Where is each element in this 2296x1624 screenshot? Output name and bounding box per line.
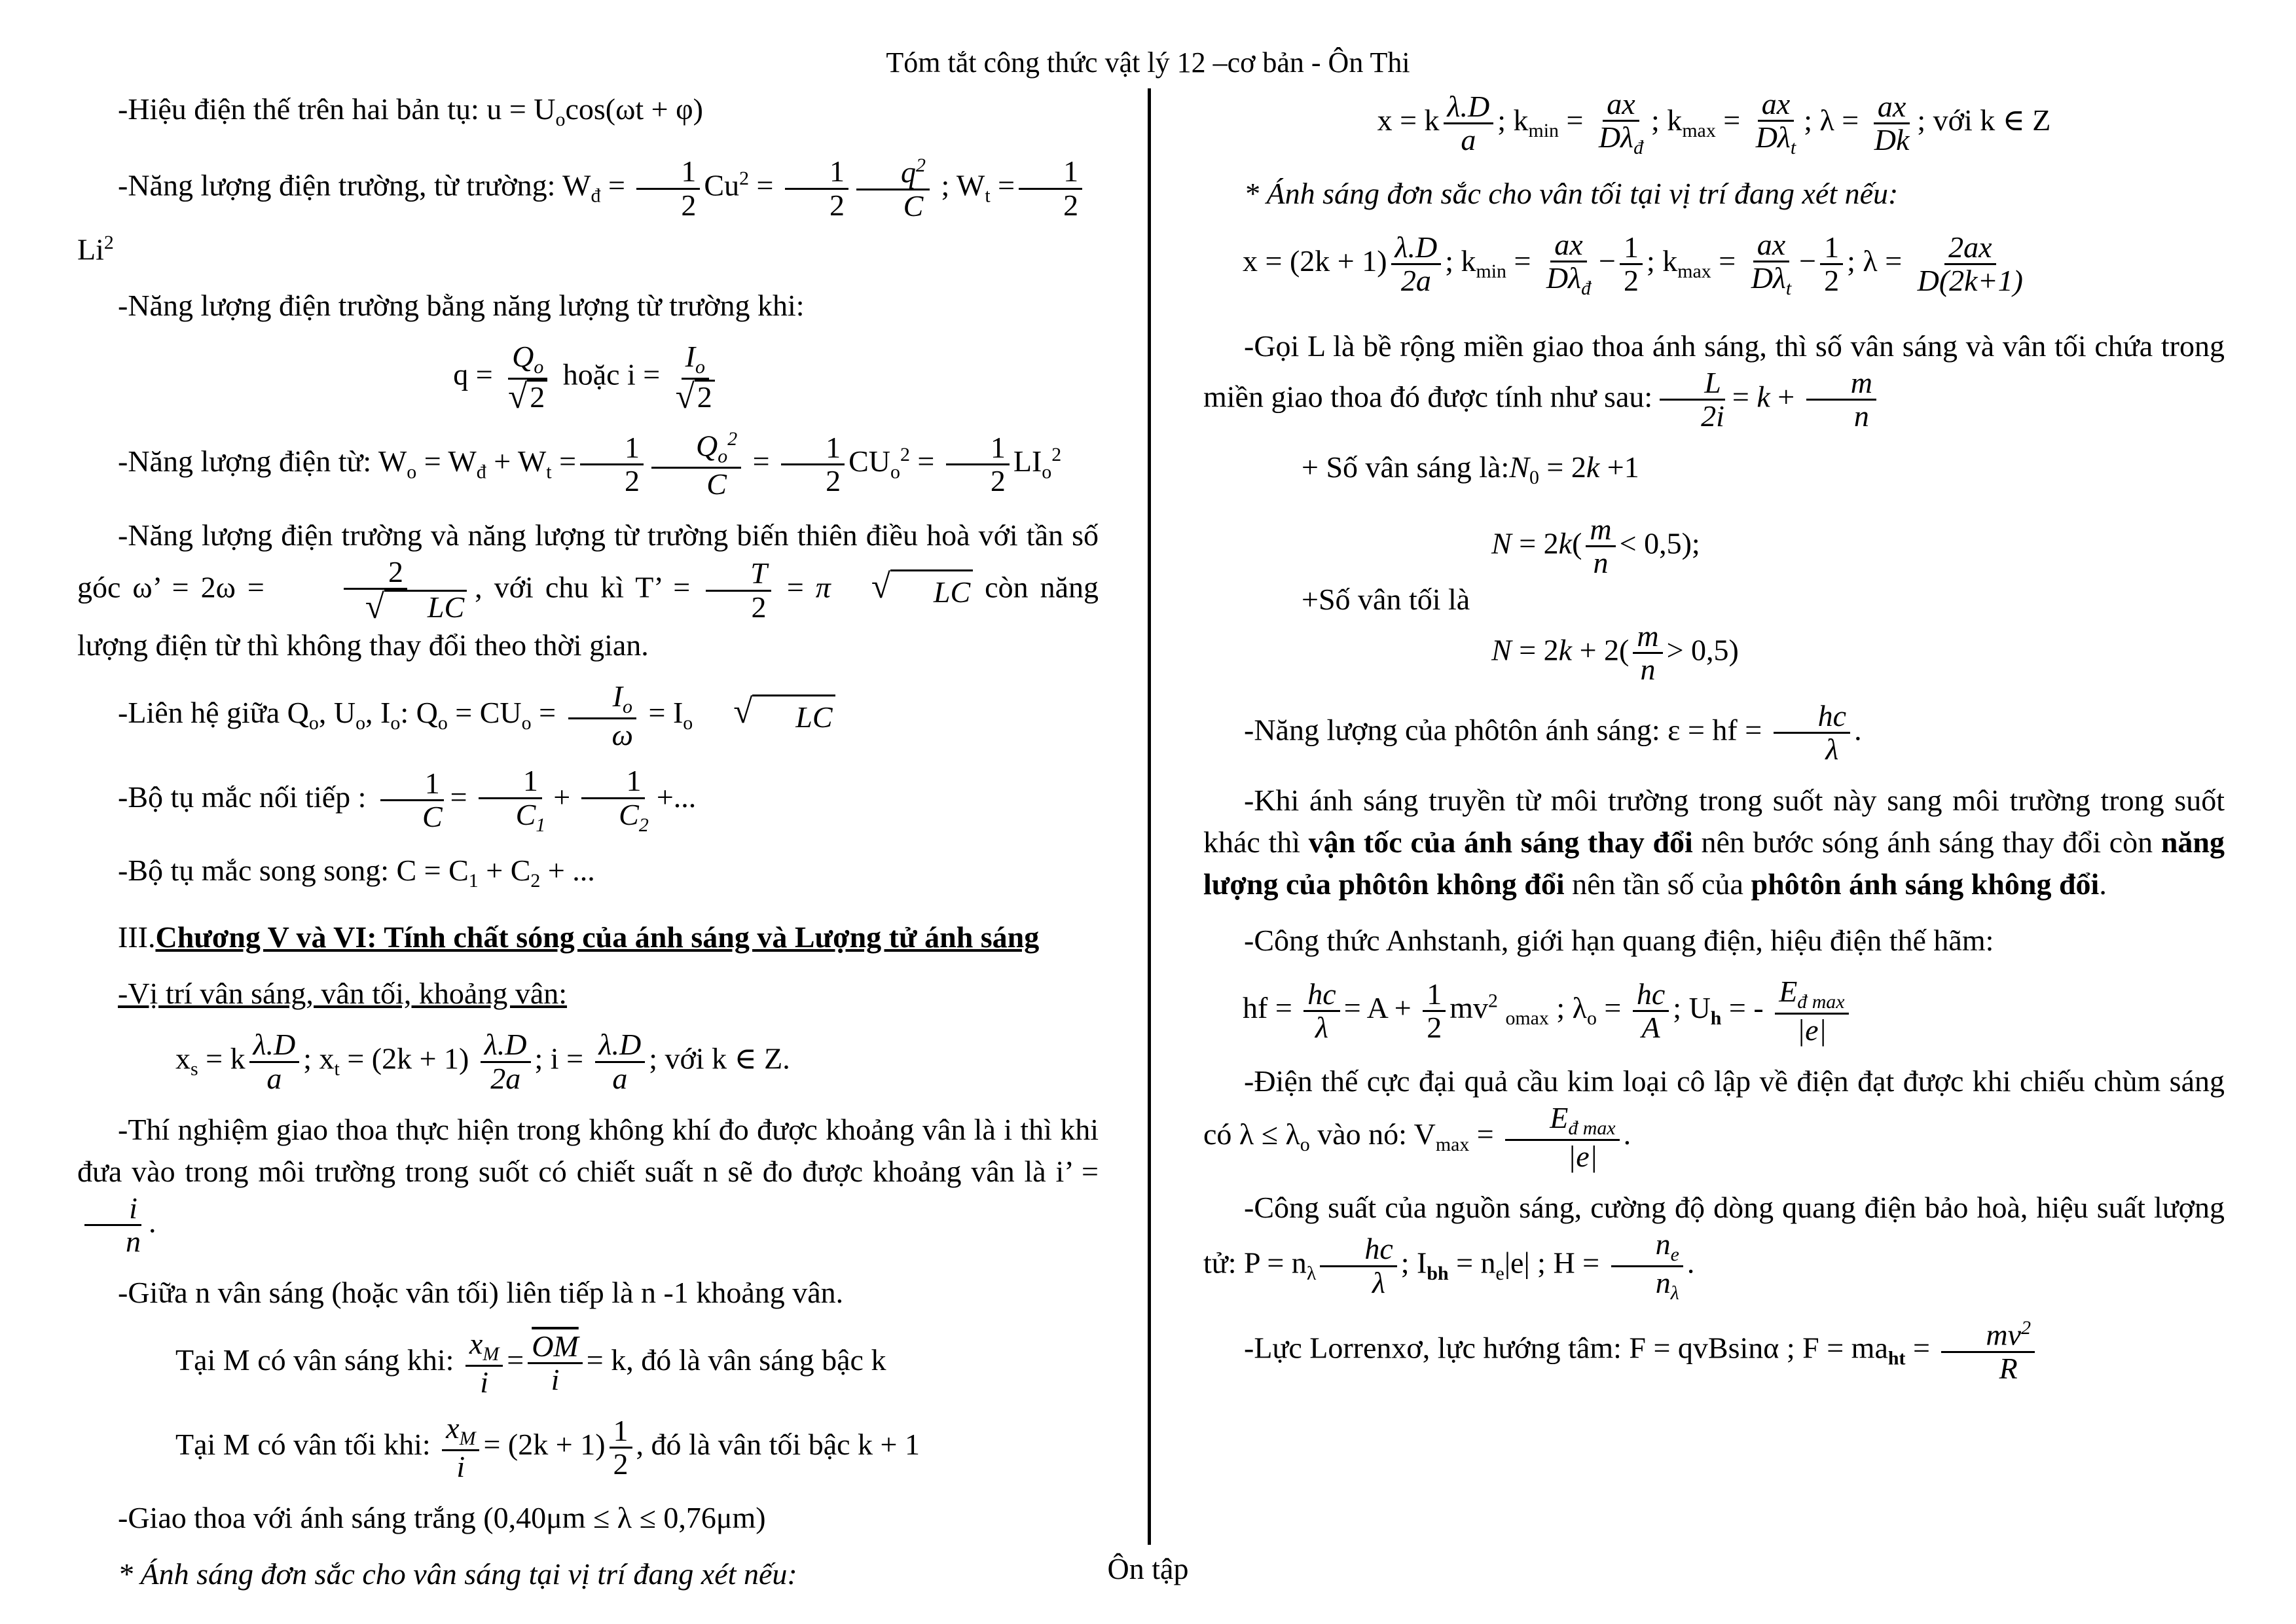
field-energy-formula: -Năng lượng điện trường, từ trường: $W_đ$ = $\frac{1}{2}$ $Cu^2$ = $\frac{1}{2}$ $\frac{q^2}{C}$ ; $W_t$ = $\frac{1}{2}$ Li$^2$ [77,155,1099,270]
page-footer: Ôn tập [1107,1552,1189,1585]
page-header: Tóm tắt công thức vật lý 12 –cơ bản - Ôn Thi [886,46,1410,79]
power-current-paragraph: -Công suất của nguồn sáng, cường độ dòng quang điện bảo hoà, hiệu suất lượng tử: $P = n_\lambda$ $\frac{hc}{\lambda}$ ; $I_{bh} = n_e|e|$ ; H = $\frac{n_e}{n_\lambda}$ . [1203,1191,2225,1304]
parallel-capacitors: -Bộ tụ mắc song song: $C = C_1 + C_2$ + ... [118,854,595,892]
right-column [1203,88,2225,1399]
medium-fringe-paragraph: -Thí nghiệm giao thoa thực hiện trong không khí đo được khoảng vân là i thì khi đưa vào trong môi trường trong suốt có chiết suất n sẽ đo được khoảng vân là i’ = $\frac{i}{n}$ . [77,1112,1099,1259]
bright-k-formula: x = k $\frac{\lambda.D}{a}$ ; $k_{min}$ = $\frac{ax}{D\lambda_đ}$ ; $k_{max}$ = $\frac{ax}{D\lambda_t}$ ; λ = $\frac{ax}{Dk}$ ; với k ∈ Z [1377,87,2051,159]
between-fringes: -Giữa n vân sáng (hoặc vân tối) liên tiếp là n -1 khoảng vân. [118,1276,844,1310]
em-energy-formula: -Năng lượng điện từ: $W_o = W_đ + W_t$ = $\frac{1}{2}$ $\frac{Q_o^2}{C}$ = $\frac{1}{2}$ $CU_o^2$ = $\frac{1}{2}$ $LI_o^2$ [118,427,1062,501]
dark-monochrome-note: * Ánh sáng đơn sắc cho vân tối tại vị trí đang xét nếu: [1244,176,1899,210]
white-light-interference: -Giao thoa với ánh sáng trắng (0,40μm ≤ λ ≤ 0,76μm) [118,1501,766,1535]
einstein-heading: -Công thức Anhstanh, giới hạn quang điện, hiệu điện thế hãm: [1244,924,1994,958]
left-column [77,88,1099,1610]
oscillation-paragraph: -Năng lượng điện trường và năng lượng từ trường biến thiên điều hoà với tần số góc ω’ = 2ω = 2 √ LC , với chu kì T’ = $\frac{T}{2}$ = π √ LC còn năng lượng điện từ thì không thay đổi theo thời gian. [77,518,1099,662]
max-potential-paragraph: -Điện thế cực đại quả cầu kim loại cô lập về điện đạt được khi chiếu chùm sáng có $\lambda \le \lambda_o$ vào nó: $V_{max}$ = $\frac{E_{đ max}}{|e|}$ . [1203,1064,2225,1173]
light-medium-paragraph: -Khi ánh sáng truyền từ môi trường trong suốt này sang môi trường trong suốt khác thì vận tốc của ánh sáng thay đổi nên bước sóng ánh sáng thay đổi còn năng lượng của phôtôn không đổi nên tần số của phôtôn ánh sáng không đổi. [1203,784,2225,901]
interference-width-paragraph: -Gọi L là bề rộng miền giao thoa ánh sáng, thì số vân sáng và vân tối chứa trong miền giao thoa đó được tính như sau: $\frac{L}{2i}$ = k + $\frac{m}{n}$ [1203,329,2225,433]
photon-energy: -Năng lượng của phôtôn ánh sáng: ε = hf = $\frac{hc}{\lambda}$ . [1244,698,1862,767]
dark-count: N = 2k( $\frac{m}{n}$ < 0,5); +Số vân tối là N = 2k + 2( $\frac{m}{n}$ > 0,5) [1302,514,2225,686]
column-divider [1148,88,1151,1545]
bright-count: + Số vân sáng $là:N_0 = 2k +1$ [1302,450,1639,489]
fringe-position-formula: $x_s = k$ $\frac{\lambda.D}{a}$ ; $x_t = (2k + 1)$ $\frac{\lambda.D}{2a}$ ; i = $\frac{\lambda.D}{a}$ ; với k ∈ Z. [175,1028,790,1095]
series-capacitors: -Bộ tụ mắc nối tiếp : $\frac{1}{C}$ = $\frac{1}{C_1}$ + $\frac{1}{C_2}$ +... [118,764,697,836]
dark-count-label: +Số vân tối là [1302,583,1470,617]
dark-k-formula: x = (2k + 1) $\frac{\lambda.D}{2a}$ ; $k_{min}$ = $\frac{ax}{D\lambda_đ}$ − $\frac{1}{2}$ ; $k_{max}$ = $\frac{ax}{D\lambda_t}$ − $\frac{1}{2}$ ; λ = $\frac{2ax}{D(2k+1)}$ [1243,227,2023,300]
equal-energy-formula: q = $Q_o$ √ 2 hoặc i = $I_o$ √ 2 [77,341,1099,414]
dark-fringe-condition: Tại M có vân tối khi: $\frac{x_M}{i}$ = (2k + 1) $\frac{1}{2}$ , đó là vân tối bậc k + 1 [175,1411,920,1483]
einstein-formula: hf = $\frac{hc}{\lambda}$ = A + $\frac{1}{2}$ $mv^2$ $_{omax}$ ; $\lambda_o$ = $\frac{hc}{A}$ ; $U_h$ = - $\frac{E_{đ max}}{|e|}$ [1243,976,2225,1046]
bright-monochrome-note: * Ánh sáng đơn sắc cho vân sáng tại vị trí đang xét nếu: [118,1557,797,1591]
q-u-i-relation: -Liên hệ giữa $Q_o$, $U_o$, $I_o$: $Q_o = CU_o$ = $\frac{I_o}{\omega}$ = $I_o$ √ LC [77,681,1099,751]
chapter-heading: III.Chương V và VI: Tính chất sóng của ánh sáng và Lượng tử ánh sáng [118,920,1040,954]
voltage-formula: -Hiệu điện thế trên hai bản tụ: $u = U_o\cos(\omega t + \varphi)$ [118,92,703,131]
fringe-position-heading: -Vị trí vân sáng, vân tối, khoảng vân: [118,977,568,1011]
equal-energy-text: -Năng lượng điện trường bằng năng lượng từ trường khi: [118,289,805,323]
lorentz-force: -Lực Lorrenxơ, lực hướng tâm: F = qvBsinα ; $F = ma_{ht}$ = $\frac{mv^2}{R}$ [1203,1318,2225,1384]
bright-fringe-condition: Tại M có vân sáng khi: $\frac{x_M}{i}$ = $\frac{\overline{OM}}{i}$ = k, đó là vân sáng bậc k [175,1327,886,1399]
